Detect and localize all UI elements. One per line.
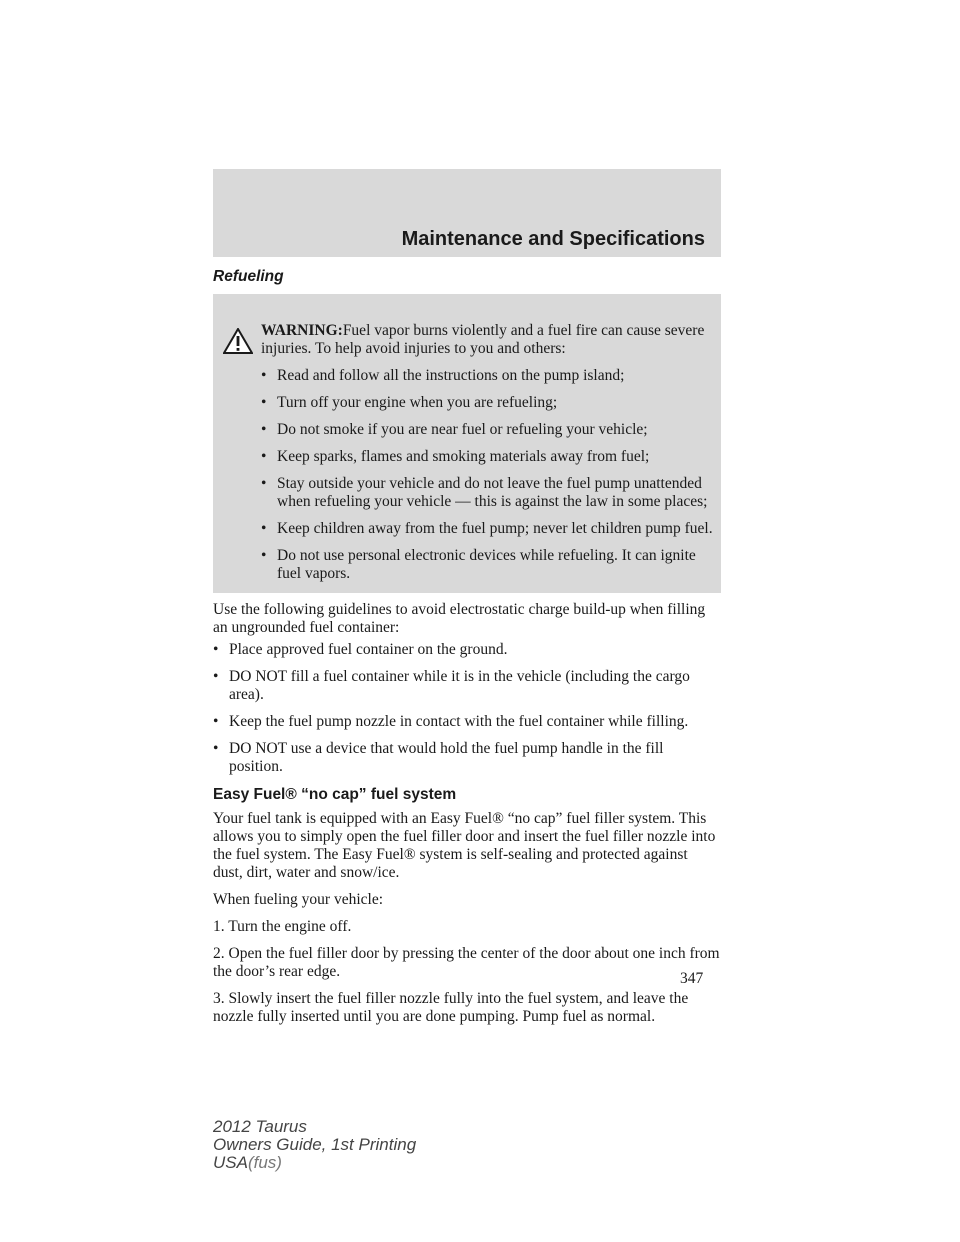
bullet-dot: • [261, 475, 267, 492]
guideline-bullet: • Place approved fuel container on the ground. [213, 641, 508, 658]
guidelines-intro: Use the following guidelines to avoid electrostatic charge build-up when filling an ungrounded fuel container: [213, 601, 706, 636]
warning-intro-text: Fuel vapor burns violently and a fuel fire can cause severe injuries. To help avoid injuries to you and others: [261, 322, 705, 357]
bullet-dot: • [261, 448, 267, 465]
steps-intro: When fueling your vehicle: [213, 891, 384, 908]
bullet-dot: • [213, 740, 219, 757]
bullet-dot: • [261, 520, 267, 537]
easy-fuel-heading: Easy Fuel® “no cap” fuel system [213, 786, 457, 803]
warning-bullet: • Keep children away from the fuel pump; never let children pump fuel. [261, 520, 713, 537]
warning-bullet: • Turn off your engine when you are refueling; [261, 394, 558, 411]
bullet-dot: • [213, 668, 219, 685]
bullet-dot: • [213, 713, 219, 730]
warning-bullet: • Do not use personal electronic devices while refueling. It can ignite fuel vapors. [261, 547, 696, 582]
page-number: 347 [680, 970, 704, 987]
bullet-dot: • [261, 547, 267, 564]
section-header-band [213, 169, 721, 257]
warning-triangle-icon [223, 328, 253, 354]
section-title: Maintenance and Specifications [401, 228, 705, 250]
warning-box [213, 294, 721, 593]
footer-imprint [213, 1118, 416, 1172]
warning-label: WARNING: [261, 322, 343, 339]
warning-intro [261, 322, 715, 358]
warning-bullet: • Keep sparks, flames and smoking materials away from fuel; [261, 448, 650, 465]
guideline-bullet: • DO NOT fill a fuel container while it is in the vehicle (including the cargo area). [213, 668, 690, 703]
footer-line: Owners Guide, 1st Printing [213, 1135, 417, 1154]
bullet-dot: • [261, 421, 267, 438]
footer-line: USA(fus) [213, 1153, 282, 1172]
refueling-heading: Refueling [213, 268, 284, 285]
warning-bullet: • Read and follow all the instructions on the pump island; [261, 367, 625, 384]
bullet-dot: • [261, 367, 267, 384]
bullet-dot: • [261, 394, 267, 411]
guideline-bullet: • Keep the fuel pump nozzle in contact with the fuel container while filling. [213, 713, 689, 730]
warning-bullet: • Stay outside your vehicle and do not leave the fuel pump unattended when refueling your vehicle — this is against the law in some places; [261, 475, 708, 510]
guideline-bullet: • DO NOT use a device that would hold the fuel pump handle in the fill position. [213, 740, 664, 775]
easy-fuel-description: Your fuel tank is equipped with an Easy Fuel® “no cap” fuel filler system. This allows you to simply open the fuel filler door and insert the fuel filler nozzle into the fuel system. The Easy Fuel® system is self-sealing and protected against dust, dirt, water and snow/ice. [213, 810, 716, 881]
fueling-step: 3. Slowly insert the fuel filler nozzle fully into the fuel system, and leave the nozzle fully inserted until you are done pumping. Pump fuel as normal. [213, 990, 689, 1025]
bullet-dot: • [213, 641, 219, 658]
warning-bullet: • Do not smoke if you are near fuel or refueling your vehicle; [261, 421, 648, 438]
page-content [213, 268, 721, 1035]
footer-line: 2012 Taurus [213, 1117, 307, 1136]
fueling-step: 1. Turn the engine off. [213, 918, 352, 935]
fueling-step: 2. Open the fuel filler door by pressing the center of the door about one inch from the door’s rear edge. [213, 945, 720, 980]
